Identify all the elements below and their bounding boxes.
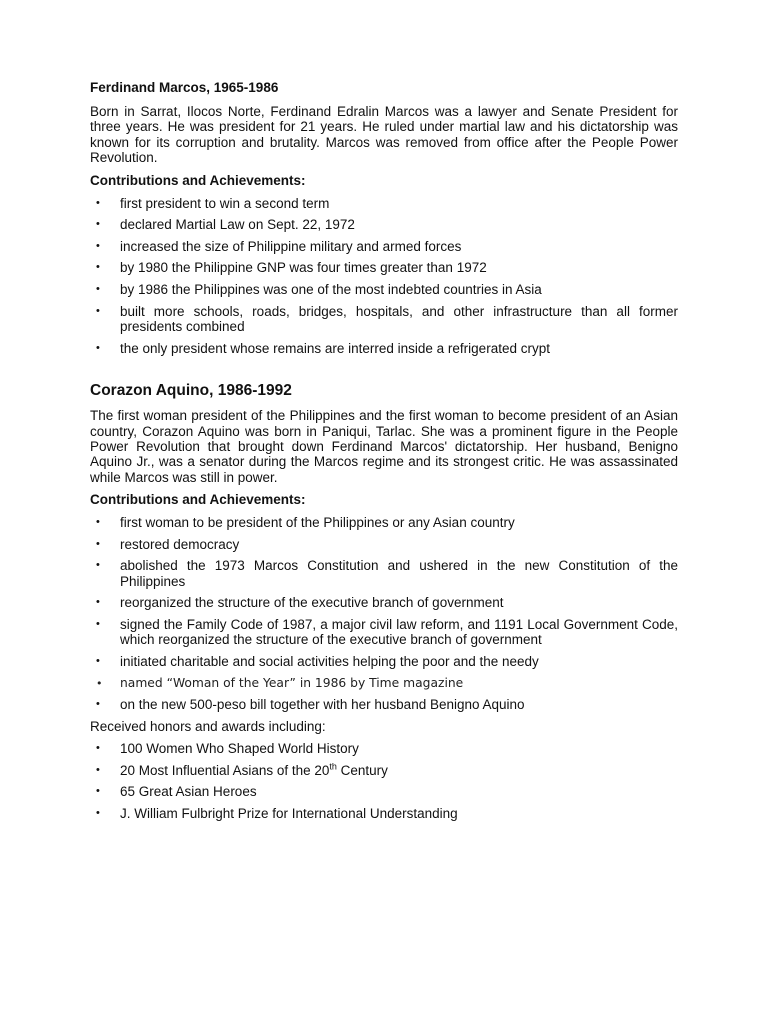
marcos-bio: Born in Sarrat, Ilocos Norte, Ferdinand Edralin Marcos was a lawyer and Senate President for three years. He was president for 21 years. He ruled under martial law and his dictatorship was known for its corruption and brutality. Marcos was removed from office after the People Power Revolution. — [90, 104, 678, 166]
list-item: • signed the Family Code of 1987, a major civil law reform, and 1191 Local Government Code, which reorganized the structure of the executive branch of government — [90, 617, 678, 648]
list-item: • named “Woman of the Year” in 1986 by Time magazine — [90, 676, 678, 691]
aquino-heading: Corazon Aquino, 1986-1992 — [90, 382, 292, 400]
list-item: • first president to win a second term — [90, 196, 678, 211]
list-item: • abolished the 1973 Marcos Constitution and ushered in the new Constitution of the Philippines — [90, 558, 678, 589]
list-item: • on the new 500-peso bill together with her husband Benigno Aquino — [90, 697, 678, 712]
list-item: • increased the size of Philippine military and armed forces — [90, 239, 678, 254]
honor-text: 20 Most Influential Asians of the 20 — [120, 762, 330, 778]
list-item: • by 1980 the Philippine GNP was four times greater than 1972 — [90, 260, 678, 275]
list-item: • 65 Great Asian Heroes — [90, 784, 678, 799]
list-item: • 100 Women Who Shaped World History — [90, 741, 678, 756]
list-item: • by 1986 the Philippines was one of the most indebted countries in Asia — [90, 282, 678, 297]
list-item: • J. William Fulbright Prize for International Understanding — [90, 806, 678, 821]
honors-intro: Received honors and awards including: — [90, 718, 326, 734]
document-page — [90, 79, 678, 828]
aquino-contributions-heading: Contributions and Achievements: — [90, 492, 306, 508]
superscript: th — [329, 761, 337, 772]
list-item: • restored democracy — [90, 537, 678, 552]
aquino-contributions-list — [90, 515, 678, 712]
marcos-contributions-list — [90, 196, 678, 356]
list-item: • first woman to be president of the Philippines or any Asian country — [90, 515, 678, 530]
list-item: • reorganized the structure of the executive branch of government — [90, 595, 678, 610]
list-item: • the only president whose remains are interred inside a refrigerated crypt — [90, 341, 678, 356]
marcos-heading: Ferdinand Marcos, 1965-1986 — [90, 80, 279, 95]
list-item: • declared Martial Law on Sept. 22, 1972 — [90, 217, 678, 232]
marcos-contributions-heading: Contributions and Achievements: — [90, 172, 306, 188]
list-item: • built more schools, roads, bridges, hospitals, and other infrastructure than all former presidents combined — [90, 304, 678, 335]
aquino-bio: The first woman president of the Philippines and the first woman to become president of an Asian country, Corazon Aquino was born in Paniqui, Tarlac. She was a prominent figure in the People Power Revolution that brought down Ferdinand Marcos' dictatorship. Her husband, Benigno Aquino Jr., was a senator during the Marcos regime and its strongest critic. He was assassinated while Marcos was still in power. — [90, 408, 678, 485]
honors-list — [90, 741, 678, 821]
honor-text: Century — [336, 762, 388, 778]
list-item: • initiated charitable and social activities helping the poor and the needy — [90, 654, 678, 669]
list-item — [90, 763, 678, 778]
